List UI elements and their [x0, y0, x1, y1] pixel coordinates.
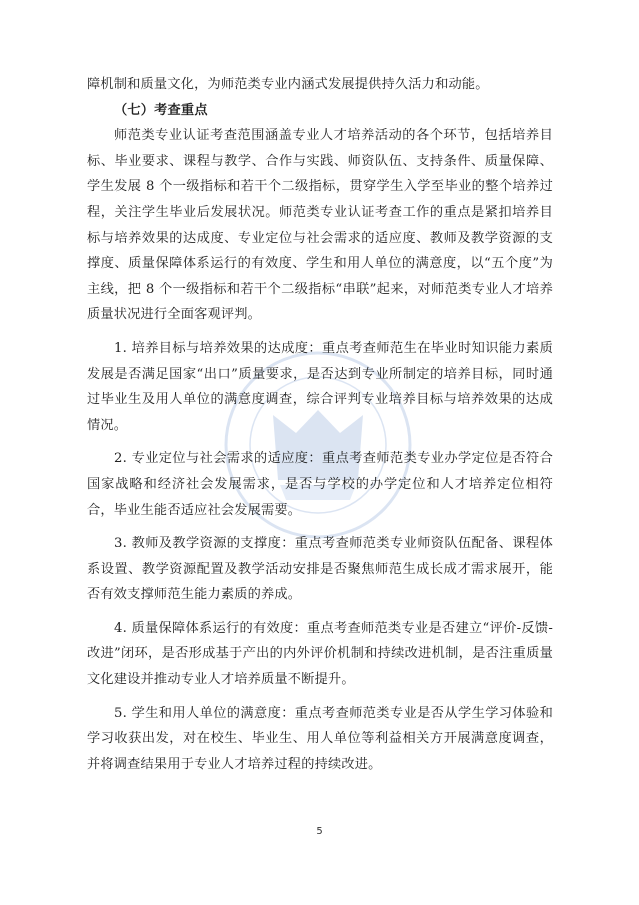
- body-text: [87, 72, 553, 777]
- list-item: 1. 培养目标与培养效果的达成度：重点考查师范生在毕业时知识能力素质发展是否满足国家“出口”质量要求，是否达到专业所制定的培养目标，同时通过毕业生及用人单位的满意度调查，综合评判专业培养目标与培养效果的达成情况。: [87, 340, 553, 433]
- list-item: 5. 学生和用人单位的满意度：重点考查师范类专业是否从学生学习体验和学习收获出发，对在校生、毕业生、用人单位等利益相关方开展满意度调查，并将调查结果用于专业人才培养过程的持续改进。: [87, 705, 553, 772]
- list-item: 3. 教师及教学资源的支撑度：重点考查师范类专业师资队伍配备、课程体系设置、教学资源配置及教学活动安排是否聚焦师范生成长成才需求展开，能否有效支撑师范生能力素质的养成。: [87, 536, 553, 603]
- paragraph-overview: 师范类专业认证考查范围涵盖专业人才培养活动的各个环节，包括培养目标、毕业要求、课程与教学、合作与实践、师资队伍、支持条件、质量保障、学生发展 8 个一级指标和若干个二级指标，贯穿学生入学至毕业的整个培养过程，关注学生毕业后发展状况。师范类专业认证考查工作的重点是紧扣培养目标与培养效果的达成度、专业定位与社会需求的适应度、教师及教学资源的支撑度、质量保障体系运行的有效度、学生和用人单位的满意度，以“五个度”为主线，把 8 个一级指标和若干个二级指标“串联”起来，对师范类专业人才培养质量状况进行全面客观评判。: [87, 128, 553, 323]
- list-item: 4. 质量保障体系运行的有效度：重点考查师范类专业是否建立“评价-反馈-改进”闭环，是否形成基于产出的内外评价机制和持续改进机制，是否注重质量文化建设并推动专业人才培养质量不断提升。: [87, 620, 554, 688]
- page-number: 5: [316, 826, 323, 837]
- section-heading: （七）考查重点: [114, 102, 208, 118]
- list-item: 2. 专业定位与社会需求的适应度：重点考查师范类专业办学定位是否符合国家战略和经济社会发展需求，是否与学校的办学定位和人才培养定位相符合，毕业生能否适应社会发展需要。: [87, 451, 553, 518]
- paragraph-intro-tail: 障机制和质量文化，为师范类专业内涵式发展提供持久活力和动能。: [87, 77, 489, 92]
